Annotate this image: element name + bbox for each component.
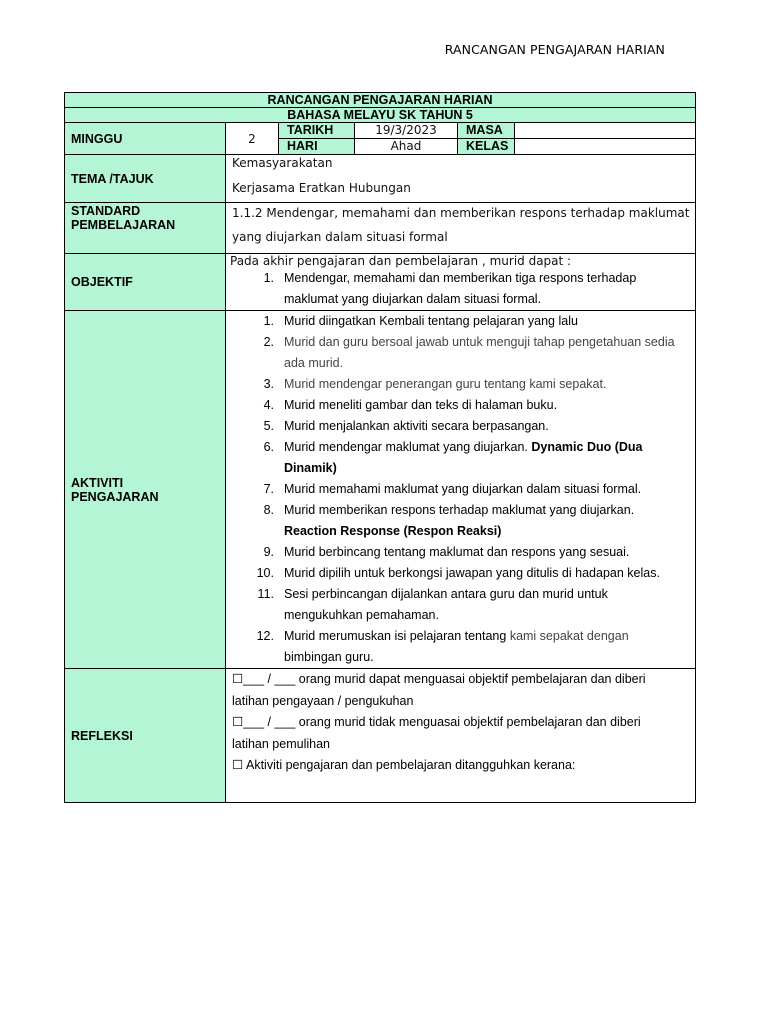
item-line-2: maklumat yang diujarkan dalam situasi formal. [284, 292, 542, 306]
item-text [284, 500, 695, 542]
list-item [230, 332, 695, 374]
item-text [284, 563, 695, 584]
aktiviti-label-1: AKTIVITI [71, 475, 124, 490]
item-text [284, 311, 695, 332]
item-text-text: Murid berbincang tentang maklumat dan respons yang sesuai. [284, 545, 630, 559]
item-text-text: Sesi perbincangan dijalankan antara guru dan murid untuk [284, 587, 608, 601]
list-item [230, 437, 695, 479]
tarikh-label: TARIKH [279, 123, 355, 139]
item-text-text: Murid mendengar maklumat yang diujarkan. [284, 440, 532, 454]
standard-content [226, 203, 696, 254]
hari-label: HARI [279, 139, 355, 155]
tarikh-value: 19/3/2023 [355, 123, 458, 139]
item-text-text2: bimbingan guru. [284, 650, 374, 664]
page-header: RANCANGAN PENGAJARAN HARIAN [444, 42, 665, 57]
item-number: 7. [263, 482, 274, 496]
list-item [230, 416, 695, 437]
list-item [230, 500, 695, 542]
refleksi-line-2: latihan pengayaan / pengukuhan [232, 693, 414, 708]
objektif-label: OBJEKTIF [65, 254, 226, 311]
item-text-bold: Dynamic Duo (Dua [531, 440, 643, 454]
minggu-row-1 [65, 123, 696, 139]
refleksi-line-4: latihan pemulihan [232, 736, 330, 751]
item-number: 1. [263, 271, 274, 285]
item-text-text: Murid dipilih untuk berkongsi jawapan yang ditulis di hadapan kelas. [284, 566, 660, 580]
table-title: RANCANGAN PENGAJARAN HARIAN [65, 93, 696, 108]
aktiviti-list [230, 311, 695, 668]
standard-row [65, 203, 696, 254]
item-text-text2: ada murid. [284, 356, 344, 370]
item-number: 5. [263, 419, 274, 433]
item-text [284, 268, 695, 310]
item-text [284, 479, 695, 500]
standard-label-1: STANDARD [71, 204, 141, 218]
kelas-value [515, 139, 696, 155]
aktiviti-label [65, 311, 226, 669]
list-item [230, 626, 695, 668]
list-item [230, 311, 695, 332]
item-text-text: Murid meneliti gambar dan teks di halaman buku. [284, 398, 558, 412]
list-item [230, 542, 695, 563]
list-item [230, 268, 695, 310]
item-text [284, 395, 695, 416]
item-text-text: Murid dan guru bersoal jawab untuk menguji tahap pengetahuan sedia [284, 335, 675, 349]
kelas-label: KELAS [458, 139, 515, 155]
standard-line-1: 1.1.2 Mendengar, memahami dan memberikan respons terhadap maklumat [232, 206, 690, 220]
item-text [284, 416, 695, 437]
item-text-text: Murid mendengar penerangan guru tentang kami sepakat. [284, 377, 607, 391]
item-text-bold2: Dinamik) [284, 461, 337, 475]
objektif-content [226, 254, 696, 311]
tema-line-1: Kemasyarakatan [232, 156, 333, 170]
item-number: 1. [263, 314, 274, 328]
masa-value [515, 123, 696, 139]
objektif-intro: Pada akhir pengajaran dan pembelajaran , murid dapat : [230, 254, 572, 268]
item-line-1: Mendengar, memahami dan memberikan tiga respons terhadap [284, 271, 637, 285]
item-text-text: Murid memberikan respons terhadap maklumat yang diujarkan. [284, 503, 635, 517]
list-item [230, 479, 695, 500]
objektif-list [230, 268, 695, 310]
hari-value: Ahad [355, 139, 458, 155]
item-number: 3. [263, 377, 274, 391]
item-text-text2: mengukuhkan pemahaman. [284, 608, 439, 622]
item-text-text: Murid memahami maklumat yang diujarkan dalam situasi formal. [284, 482, 642, 496]
item-number: 11. [257, 587, 274, 601]
standard-label-2: PEMBELAJARAN [71, 218, 176, 232]
refleksi-line-1: ☐___ / ___ orang murid dapat menguasai objektif pembelajaran dan diberi [232, 672, 646, 686]
refleksi-content [226, 669, 696, 803]
aktiviti-row [65, 311, 696, 669]
list-item [230, 563, 695, 584]
tema-content [226, 155, 696, 203]
minggu-label: MINGGU [65, 123, 226, 155]
aktiviti-content [226, 311, 696, 669]
item-number: 9. [263, 545, 274, 559]
standard-label [65, 203, 226, 254]
tema-line-2: Kerjasama Eratkan Hubungan [232, 181, 411, 195]
refleksi-line-5: ☐ Aktiviti pengajaran dan pembelajaran ditangguhkan kerana: [232, 758, 576, 772]
aktiviti-label-2: PENGAJARAN [71, 489, 159, 504]
refleksi-row [65, 669, 696, 803]
item-number: 2. [263, 335, 274, 349]
item-text-text: Murid merumuskan isi pelajaran tentang [284, 629, 510, 643]
table-subtitle: BAHASA MELAYU SK TAHUN 5 [65, 108, 696, 123]
item-text-bold2: Reaction Response (Respon Reaksi) [284, 524, 502, 538]
item-number: 10. [256, 566, 274, 580]
item-text-text: Murid menjalankan aktiviti secara berpasangan. [284, 419, 549, 433]
item-text [284, 332, 695, 374]
list-item [230, 374, 695, 395]
objektif-row [65, 254, 696, 311]
item-text-text: Murid diingatkan Kembali tentang pelajaran yang lalu [284, 314, 578, 328]
list-item [230, 584, 695, 626]
tema-label: TEMA /TAJUK [65, 155, 226, 203]
item-text [284, 584, 695, 626]
item-text [284, 374, 695, 395]
masa-label: MASA [458, 123, 515, 139]
item-number: 6. [263, 440, 274, 454]
standard-line-2: yang diujarkan dalam situasi formal [232, 230, 448, 244]
item-text [284, 626, 695, 668]
item-number: 4. [263, 398, 274, 412]
item-text-text-gray: kami sepakat dengan [509, 629, 629, 643]
title-row-2 [65, 108, 696, 123]
title-row-1 [65, 93, 696, 108]
minggu-value: 2 [226, 123, 279, 155]
tema-row [65, 155, 696, 203]
item-text [284, 437, 695, 479]
item-number: 12. [256, 629, 274, 643]
list-item [230, 395, 695, 416]
refleksi-line-3: ☐___ / ___ orang murid tidak menguasai objektif pembelajaran dan diberi [232, 715, 641, 729]
lesson-plan-table [64, 92, 696, 803]
refleksi-label: REFLEKSI [65, 669, 226, 803]
item-number: 8. [263, 503, 274, 517]
item-text [284, 542, 695, 563]
